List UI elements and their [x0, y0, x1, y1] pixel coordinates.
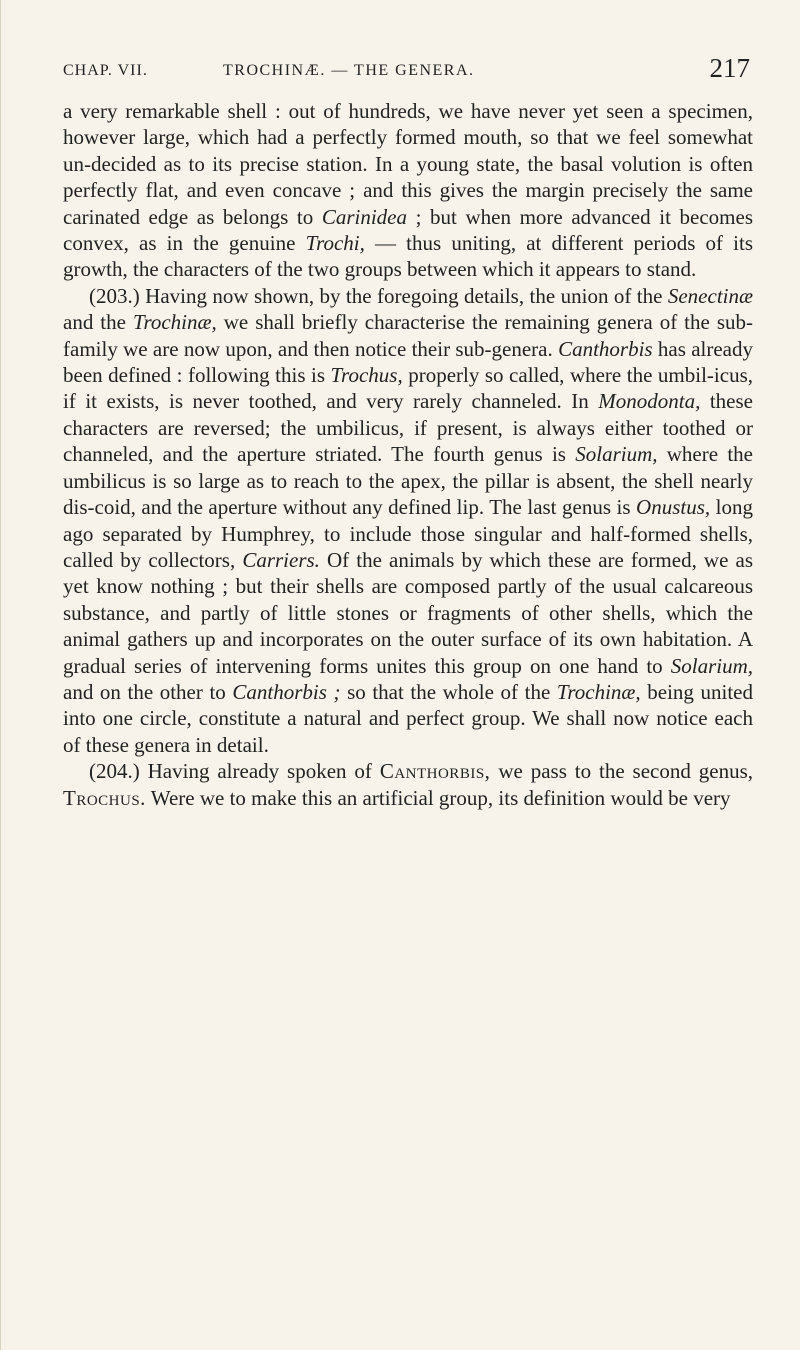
chapter-label: CHAP. VII. [63, 62, 148, 79]
common-name: Carriers. [242, 547, 320, 572]
running-header [63, 44, 750, 84]
group-name: Trochinæ, [132, 310, 217, 335]
genus-name: Trochus, [330, 363, 403, 388]
genus-name: Onustus, [636, 495, 711, 520]
genus-name: Canthorbis ; [232, 679, 341, 704]
genus-name: Solarium, [670, 653, 753, 678]
body-text [63, 98, 753, 811]
genus-name: Carinidea [321, 204, 407, 229]
text-run: properly so called, where the umbil-icus, if it exists, is never toothed, and very rarely channeled. In [63, 363, 753, 414]
genus-name: Canthorbis [558, 336, 653, 361]
genus-name: Solarium, [575, 442, 658, 467]
page-number: 217 [709, 53, 750, 83]
text-run: we shall briefly characterise the remaining genera of the sub-family we are now upon, and then notice their sub-genera. [63, 310, 753, 361]
text-run: (203.) Having now shown, by the foregoing details, the union of the [89, 283, 668, 308]
text-run: has already been defined : following this is [63, 336, 753, 388]
text-run: long ago separated by Humphrey, to include those singular and half-formed shells, called by collectors, [63, 495, 753, 572]
text-run: and on the other to [63, 679, 233, 704]
text-run: Of the animals by which these are formed, we as yet know nothing ; but their shells are composed partly of the usual calcareous substance, and partly of little stones or fragments of other shells, which the animal gathers up and incorporates on the outer surface of its own habitation. A gradual series of intervening forms unites this group on one hand to [63, 547, 754, 678]
genus-name: Monodonta, [598, 389, 701, 414]
running-title: TROCHINÆ. — THE GENERA. [223, 62, 475, 79]
paragraph-1 [63, 98, 753, 283]
genus-name: Trochus. [63, 785, 146, 810]
group-name: Senectinæ [667, 283, 753, 308]
genus-name: Canthorbis, [379, 759, 491, 784]
text-run: and the [63, 310, 133, 335]
text-run: Were we to make this an artificial group, its definition would be very [145, 785, 731, 810]
text-run: so that the whole of the [340, 679, 557, 704]
text-run: ; but when more advanced it becomes convex, as in the genuine [63, 204, 753, 256]
paragraph-204 [63, 758, 753, 811]
text-run: (204.) Having already spoken of [89, 759, 380, 784]
text-run: being united into one circle, constitute a natural and perfect group. We shall now notice each of these genera in detail. [63, 679, 753, 757]
text-run: — thus uniting, at different periods of its growth, the characters of the two groups between which it appears to stand. [63, 231, 753, 282]
paragraph-203 [63, 283, 753, 758]
group-name: Trochinæ, [556, 679, 641, 704]
text-run: these characters are reversed; the umbilicus, if present, is always either toothed or channeled, and the aperture striated. The fourth genus is [63, 389, 753, 467]
text-run: we pass to the second genus, [490, 759, 753, 784]
text-run: where the umbilicus is so large as to reach to the apex, the pillar is absent, the shell nearly dis-coid, and the aperture without any defined lip. The last genus is [63, 442, 753, 520]
genus-name: Trochi, [305, 231, 365, 256]
text-run: a very remarkable shell : out of hundreds, we have never yet seen a specimen, however large, which had a perfectly formed mouth, so that we feel somewhat un-decided as to its precise station. In a young state, the basal volution is often perfectly flat, and even concave ; and this gives the margin precisely the same carinated edge as belongs to [63, 99, 753, 229]
